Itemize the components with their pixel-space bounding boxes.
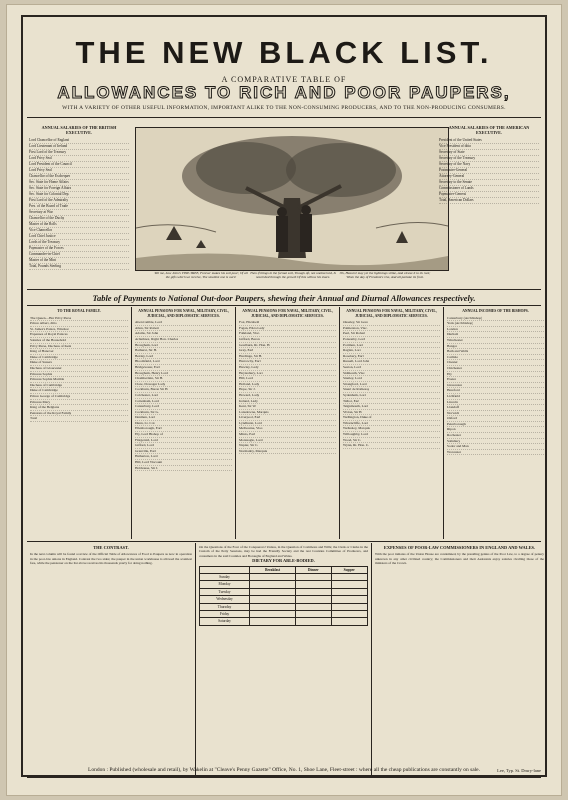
poor-law-expenses-section bbox=[371, 543, 547, 775]
list-item-label: Arbuthnot, Right Hon. Charles bbox=[135, 336, 179, 341]
list-item-label: Brougham, Henry Lord bbox=[135, 370, 168, 375]
pensions-column-3 bbox=[339, 307, 443, 539]
list-item bbox=[29, 264, 129, 270]
divider bbox=[27, 541, 541, 542]
verse-1: Tell me, how John's VINE-TREE, Forever makes his soil poor; Of all the gifts which we receive, The smallest one is ours! bbox=[154, 271, 248, 280]
contrast-text: In the next column will be found a review of the Official Table of Allowances of Food to Paupers as now in operation in the poor-law unions in England. Contrast the two sides; the pauper in the union workhouse is allowed the scantiest fare, while the pensioner on the list above receives his thousands yearly for doing nothing. bbox=[30, 552, 192, 566]
list-item-label: Rosebery, Earl bbox=[343, 353, 364, 358]
american-salaries-heading: ANNUAL SALARIES OF THE AMERICAN EXECUTIVE. bbox=[448, 125, 530, 135]
list-item-label: Portman, Lord bbox=[343, 342, 364, 347]
list-item-label: Bangor bbox=[447, 343, 458, 348]
list-item-label: Sydenham, Lord bbox=[343, 392, 367, 397]
list-item-label: Canterbury, Lord bbox=[135, 404, 160, 409]
list-item-label: St. James's Palace, Windsor bbox=[30, 326, 69, 331]
list-item-label: Winchester bbox=[447, 337, 463, 342]
list-item-label: Adams, Sir John bbox=[135, 331, 159, 336]
list-item-label: Canterbury (Archbishop) bbox=[447, 315, 483, 320]
list-item-label: Vice President of ditto bbox=[439, 144, 472, 148]
list-item bbox=[439, 198, 539, 204]
table-row bbox=[200, 611, 368, 618]
contrast-section bbox=[27, 543, 195, 775]
list-item-label: Monteagle, Lord bbox=[239, 437, 263, 442]
dietary-cell bbox=[250, 603, 296, 610]
list-item-label: Goulburn, Rt. Hon. H. bbox=[239, 342, 271, 347]
list-item-label: King of the Belgians bbox=[30, 405, 60, 410]
poster-sheet bbox=[6, 4, 562, 796]
list-item-label: Allen, Sir Robert bbox=[135, 325, 160, 330]
list-item-label: Duke of Cambridge bbox=[30, 354, 58, 359]
list-item-label: Lord Chancellor of England bbox=[29, 138, 70, 142]
list-item-label: The Queen—Her Privy Purse bbox=[30, 315, 72, 320]
list-item-label: Paymaster-General bbox=[439, 192, 467, 196]
verse-3: Oh, Heaven! may yet the lightnings strike, And cleave it to its root; When the day of Freedom's rise, And all partake its fruit. bbox=[339, 271, 431, 280]
list-item-label: Postmaster-General bbox=[439, 168, 468, 172]
column-heading: ANNUAL PENSIONS FOR NAVAL, MILITARY, CIVIL, JUDICIAL, AND DIPLOMATIC SERVICES. bbox=[242, 309, 333, 318]
list-item-label: Hill, Lord Viscount bbox=[135, 460, 163, 465]
british-salaries-list bbox=[29, 138, 129, 270]
table-row bbox=[200, 603, 368, 610]
publisher-imprint: London : Published (wholesale and retail), by Wakelin at "Cleave's Penny Gazette" Office, No. 1, Shoe Lane, Fleet-street : where all the cheap publications are constantly on sale. bbox=[87, 767, 480, 773]
list-item-label: Harrowby, Earl bbox=[239, 359, 261, 364]
poster-frame bbox=[21, 15, 547, 777]
dietary-cell bbox=[296, 603, 331, 610]
list-item-label: Secretary at War bbox=[29, 210, 53, 214]
table-row bbox=[200, 588, 368, 595]
verse-2: Then if things in the formal soil, Though oft, not unobserved, Is nourished through the growth Of this willow his share. bbox=[250, 271, 336, 280]
dietary-column-header: Dinner bbox=[296, 566, 331, 573]
list-item-label: Prince Albert, ditto bbox=[30, 321, 57, 326]
list-item-label: Teignmouth, Lord bbox=[343, 404, 369, 409]
list-item-label: Cockburn, Sir G. bbox=[135, 409, 159, 414]
table-row bbox=[200, 574, 368, 581]
table-row bbox=[200, 618, 368, 625]
list-item-label: Granville, Earl bbox=[135, 448, 156, 453]
list-item-label: Clare, Dowager Lady bbox=[135, 381, 166, 386]
american-salaries-list bbox=[439, 138, 539, 204]
list-item-label: Sec. State for Colonial Dep. bbox=[29, 192, 70, 196]
list-item-label: Hereford bbox=[447, 388, 460, 393]
dietary-cell bbox=[296, 588, 331, 595]
list-item-label: Ireland, Lady bbox=[239, 398, 258, 403]
pensions-column-2 bbox=[235, 307, 339, 539]
list-item-label: Ponsonby, Lord bbox=[343, 336, 366, 341]
list-item-label: Normanby, Marquis bbox=[239, 448, 268, 453]
list-item-label: Secretary of State bbox=[439, 150, 465, 154]
list-item-label: Strangford, Lord bbox=[343, 381, 367, 386]
list-item bbox=[30, 416, 128, 422]
list-item-label: Wood, Sir C. bbox=[343, 437, 362, 442]
list-item bbox=[239, 449, 336, 455]
list-item-label: Fagan, Eliza Lady bbox=[239, 325, 265, 330]
list-item-label: Total, American Dollars bbox=[439, 198, 474, 202]
list-item-label: Lord Privy Seal bbox=[29, 168, 52, 172]
list-item-label: Master of the Rolls bbox=[29, 222, 57, 226]
list-item-label: Master of the Mint bbox=[29, 258, 57, 262]
list-item-label: Lords of the Treasury bbox=[29, 240, 61, 244]
list-item-label: Attorney-General bbox=[439, 174, 465, 178]
list-item-label: Hope, Sir J. bbox=[239, 387, 256, 392]
dietary-cell bbox=[250, 596, 296, 603]
list-item-label: Dunn, Lt. Col. bbox=[135, 420, 156, 425]
list-item-label: Pensions of the Royal Family bbox=[30, 410, 72, 415]
list-item-label: Oxford bbox=[447, 416, 458, 421]
list-item-label: Chancellor of the Duchy bbox=[29, 216, 65, 220]
list-item-label: Chamberlain, Sir H. bbox=[135, 376, 164, 381]
list-item-label: Lord Lieutenant of Ireland bbox=[29, 144, 68, 148]
list-item-label: Rochester bbox=[447, 433, 461, 438]
list-item-label: Gloucester bbox=[447, 382, 463, 387]
list-item-label: Wellesley, Marquis bbox=[343, 426, 370, 431]
dietary-cell bbox=[331, 588, 367, 595]
dietary-cell bbox=[250, 574, 296, 581]
payments-table-title: Table of Payments to National Out-door Paupers, shewing their Annual and Diurnal Allowances respectively. bbox=[92, 293, 476, 303]
list-item-label: Sec. State for Home Affairs bbox=[29, 180, 69, 184]
list-item-label: Bloomfield, Lord bbox=[135, 359, 160, 364]
list-item-label: Holland, Lady bbox=[239, 381, 260, 386]
list-item-label: Lyndhurst, Lord bbox=[239, 420, 262, 425]
list-item-label: Napier, Sir C. bbox=[239, 443, 259, 448]
poster-subtitle: A COMPARATIVE TABLE OF bbox=[221, 75, 347, 84]
list-item-label: Hawley, Lady bbox=[239, 364, 259, 369]
list-item-label: Palmerston, Visc. bbox=[343, 325, 368, 330]
list-item-label: Privy Purse, Duchess of Kent bbox=[30, 343, 72, 348]
dietary-cell bbox=[250, 581, 296, 588]
list-item-label: Wynn, Rt. Hon. C. bbox=[343, 443, 370, 448]
list-item-label: Howard, Lady bbox=[239, 392, 260, 397]
list-item-label: Paymaster of the Forces bbox=[29, 246, 64, 250]
list-item-label: Raglan, Lord bbox=[343, 348, 362, 353]
divider bbox=[27, 305, 541, 306]
list-item-label: Norwich bbox=[447, 410, 460, 415]
list-item-label: York (Archbishop) bbox=[447, 321, 474, 326]
divider bbox=[27, 289, 541, 290]
list-item-label: Secretary of the Treasury bbox=[439, 156, 476, 160]
list-item-label: Chichester bbox=[447, 365, 462, 370]
list-item bbox=[135, 466, 232, 472]
list-item-label: Duchess of Cambridge bbox=[30, 382, 63, 387]
poster-tagline: WITH A VARIETY OF OTHER USEFUL INFORMATION, IMPORTANT ALIKE TO THE NON-CONSUMING PRODUCERS, AND TO THE NON-PRODUCING CONSUMERS. bbox=[62, 105, 506, 111]
divider bbox=[27, 777, 541, 778]
list-item-label: Seaton, Lord bbox=[343, 364, 362, 369]
list-item-label: Princess Sophia Matilda bbox=[30, 377, 65, 382]
pensions-column-1 bbox=[131, 307, 235, 539]
dietary-column-header bbox=[200, 566, 250, 573]
dietary-day: Monday bbox=[200, 581, 250, 588]
dietary-day: Sunday bbox=[200, 574, 250, 581]
list-item-label: Sodor and Man bbox=[447, 444, 469, 449]
list-item-label: Ely bbox=[447, 371, 452, 376]
list-item-label: Total bbox=[30, 416, 38, 421]
column-heading: ANNUAL INCOMES OF THE BISHOPS. bbox=[462, 309, 529, 313]
list-item-label: Willoughby, Lord bbox=[343, 432, 368, 437]
list-item-label: Bexley, Lord bbox=[135, 353, 154, 358]
list-item-label: Ellenborough, Earl bbox=[135, 426, 162, 431]
british-salaries-heading: ANNUAL SALARIES OF THE BRITISH EXECUTIVE. bbox=[41, 125, 117, 135]
list-item-label: Vice Chancellor bbox=[29, 228, 53, 232]
dietary-cell bbox=[296, 581, 331, 588]
list-item-label: Secretary to the Senate bbox=[439, 180, 473, 184]
list-item-label: Russell, Lord John bbox=[343, 359, 370, 364]
contrast-title: THE CONTRAST. bbox=[93, 545, 129, 550]
dietary-cell bbox=[296, 611, 331, 618]
dietary-cell bbox=[250, 618, 296, 625]
dietary-cell bbox=[296, 618, 331, 625]
dietary-cell bbox=[331, 603, 367, 610]
dietary-day: Tuesday bbox=[200, 588, 250, 595]
dietary-day: Friday bbox=[200, 611, 250, 618]
dietary-cell bbox=[331, 574, 367, 581]
list-item-label: Wharncliffe, Lord bbox=[343, 420, 369, 425]
dietary-column-header: Supper bbox=[331, 566, 367, 573]
list-item-label: Lincoln bbox=[447, 399, 458, 404]
list-item-label: Pres. of the Board of Trade bbox=[29, 204, 68, 208]
list-item-label: Salaries of the Household bbox=[30, 337, 67, 342]
list-item-label: Minto, Earl bbox=[239, 432, 256, 437]
list-item bbox=[343, 443, 440, 449]
list-item-label: Commissioner of Lands bbox=[439, 186, 474, 190]
list-item-label: Peterborough bbox=[447, 421, 466, 426]
list-item-label: First Lord of the Admiralty bbox=[29, 198, 69, 202]
list-item-label: Gifford, Baron bbox=[239, 336, 260, 341]
poster-banner: ALLOWANCES TO RICH AND POOR PAUPERS, bbox=[57, 83, 511, 102]
dietary-cell bbox=[331, 596, 367, 603]
british-salaries-box bbox=[29, 125, 129, 270]
tree-illustration bbox=[135, 127, 449, 271]
list-item-label: Liverpool, Earl bbox=[239, 415, 261, 420]
list-item-label: Bath and Wells bbox=[447, 349, 469, 354]
list-item-label: Wellington, Duke of bbox=[343, 415, 372, 420]
list-item-label: Bridgewater, Earl bbox=[135, 364, 160, 369]
list-item-label: Llandaff bbox=[447, 405, 459, 410]
poster-title: THE NEW BLACK LIST. bbox=[75, 35, 493, 70]
list-item-label: President of the United States bbox=[439, 138, 482, 142]
list-item-label: Lord Privy Seal bbox=[29, 156, 52, 160]
list-item-label: Vivian, Sir H. bbox=[343, 409, 363, 414]
column-heading: ANNUAL PENSIONS FOR NAVAL, MILITARY, CIVIL, JUDICIAL, AND DIPLOMATIC SERVICES. bbox=[346, 309, 437, 318]
list-item-label: Brougham, Lord bbox=[135, 342, 159, 347]
list-item-label: Hill, Lord bbox=[239, 376, 253, 381]
list-item-label: Gifford, Lord bbox=[135, 443, 154, 448]
column-heading: TO THE ROYAL FAMILY. bbox=[57, 309, 101, 313]
list-item-label: Cockburn, Baron Sir H. bbox=[135, 387, 169, 392]
list-item-label: Princess Mary bbox=[30, 399, 51, 404]
dietary-day: Wednesday bbox=[200, 596, 250, 603]
list-item-label: Total, Pounds Sterling bbox=[29, 264, 61, 268]
dietary-cell bbox=[331, 581, 367, 588]
list-item-label: First Lord of the Treasury bbox=[29, 150, 67, 154]
dietary-cell bbox=[250, 588, 296, 595]
list-item-label: Duchess of Gloucester bbox=[30, 365, 62, 370]
list-item-label: Chancellor of the Exchequer bbox=[29, 174, 71, 178]
list-item-label: Fitzgerald, Lord bbox=[135, 437, 158, 442]
list-item-label: Kent, Sir W. bbox=[239, 404, 257, 409]
list-item-label: Melbourne, Visc. bbox=[239, 426, 264, 431]
list-item bbox=[447, 450, 544, 456]
list-item-label: Lord President of the Council bbox=[29, 162, 72, 166]
dietary-cell bbox=[331, 618, 367, 625]
list-item-label: King of Hanover bbox=[30, 349, 54, 354]
list-item-label: Hobhouse, Sir J. bbox=[135, 465, 159, 470]
list-item-label: Sidmouth, Visc. bbox=[343, 370, 366, 375]
middle-section bbox=[195, 543, 371, 775]
list-item-label: Lansdowne, Marquis bbox=[239, 409, 269, 414]
list-item-label: Secretary of the Navy bbox=[439, 162, 471, 166]
list-item-label: Denman, Lord bbox=[135, 415, 156, 420]
list-item-label: Grey, Earl bbox=[239, 348, 254, 353]
list-item-label: Ripon bbox=[447, 427, 456, 432]
list-item-label: Duke of Cambridge bbox=[30, 388, 58, 393]
poor-law-text: With the poor inmates of the Union House are condemned, by the presiding genius of the Poor Law, to a degree of penury unknown in any other civilized country; the Commissioners and their Assistants enjoy salaries rivalling those of the ministers of the Crown. bbox=[375, 552, 544, 566]
table-row bbox=[200, 596, 368, 603]
dietary-cell bbox=[296, 574, 331, 581]
list-item-label: London bbox=[447, 326, 458, 331]
list-item-label: Princess Sophia bbox=[30, 371, 53, 376]
church-tree-picture bbox=[136, 128, 448, 270]
list-item-label: Hardinge, Sir H. bbox=[239, 353, 263, 358]
middle-text: On the Questions of the Four of the Conquerors! Unless, in the Question of Commons and Wills; the Clerk or Clerks in the Custom of the Petty Sessions, may be had the Friendly Society and the rest Counties Committee of Producers, and consumers in the said Counties and Boroughs of England and Wales. bbox=[199, 545, 368, 558]
dietary-title: DIETARY FOR ABLE-BODIED. bbox=[252, 558, 315, 564]
dietary-table bbox=[199, 566, 368, 626]
list-item-label: Worcester bbox=[447, 449, 462, 454]
american-salaries-box bbox=[439, 125, 539, 204]
list-item-label: Bathurst, Sir H. bbox=[135, 348, 157, 353]
column-heading: ANNUAL PENSIONS FOR NAVAL, MILITARY, CIVIL, JUDICIAL, AND DIPLOMATIC SERVICES. bbox=[138, 309, 229, 318]
list-item-label: Durham bbox=[447, 332, 459, 337]
list-item-label: Cottenham, Lord bbox=[135, 398, 159, 403]
list-item-label: Lord Chief Justice bbox=[29, 234, 56, 238]
list-item-label: Peel, Sir Robert bbox=[343, 331, 366, 336]
list-item-label: Fox, Elizabeth bbox=[239, 320, 260, 325]
list-item-label: Stuart de Rothesay bbox=[343, 387, 370, 392]
list-item-label: Exeter bbox=[447, 377, 457, 382]
divider bbox=[27, 117, 541, 118]
dietary-cell bbox=[250, 611, 296, 618]
list-item-label: Colchester, Lord bbox=[135, 392, 159, 397]
bishops-column bbox=[443, 307, 547, 539]
dietary-cell bbox=[296, 596, 331, 603]
list-item-label: Talbot, Earl bbox=[343, 398, 360, 403]
list-item-label: Expenses of Royal Palaces bbox=[30, 332, 68, 337]
dietary-day: Saturday bbox=[200, 618, 250, 625]
list-item-label: Carlisle bbox=[447, 354, 458, 359]
list-item-label: Abercrombie, Lord bbox=[135, 320, 163, 325]
list-item-label: Chester bbox=[447, 360, 458, 365]
list-item-label: Lichfield bbox=[447, 393, 460, 398]
dietary-day: Thursday bbox=[200, 603, 250, 610]
dietary-column-header: Breakfast bbox=[250, 566, 296, 573]
list-item-label: Sec. State for Foreign Affairs bbox=[29, 186, 72, 190]
list-item-label: Ely, Lord Bishop of bbox=[135, 432, 163, 437]
poor-law-title: EXPENSES OF POOR-LAW COMMISSIONERS IN ENGLAND AND WALES. bbox=[383, 545, 536, 550]
list-item-label: Salisbury bbox=[447, 438, 461, 443]
list-item-label: Stanley, Lord bbox=[343, 376, 362, 381]
list-item-label: Ouseley, Sir Gore bbox=[343, 320, 368, 325]
dietary-cell bbox=[331, 611, 367, 618]
list-item-label: Duke of Sussex bbox=[30, 360, 52, 365]
table-row bbox=[200, 581, 368, 588]
list-item-label: Commander-in-Chief bbox=[29, 252, 60, 256]
list-item-label: Hatherton, Lord bbox=[135, 454, 158, 459]
printer-mark: Lee, Typ. St. Drury-lane bbox=[497, 768, 541, 773]
list-item-label: Heytesbury, Lord bbox=[239, 370, 264, 375]
royal-family-column bbox=[27, 307, 131, 539]
list-item-label: Prince George of Cambridge bbox=[30, 393, 71, 398]
list-item-label: Falkland, Visc. bbox=[239, 331, 261, 336]
